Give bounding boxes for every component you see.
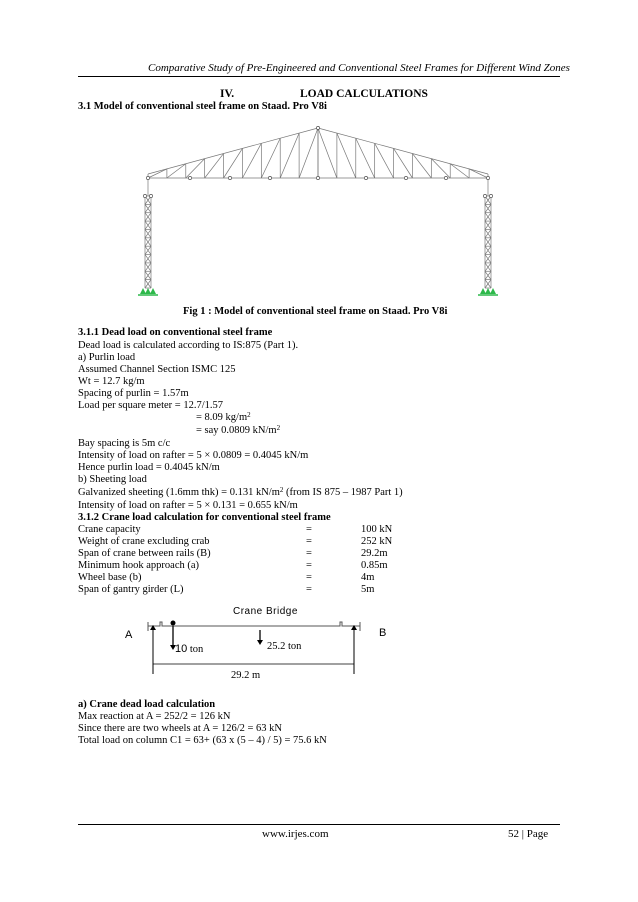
subsection-a-title: a) Crane dead load calculation [78,699,216,710]
text-line: Dead load is calculated according to IS:875 (Part 1). [78,340,299,351]
diagonal-web [375,143,394,178]
text-line: Max reaction at A = 252/2 = 126 kN [78,711,231,722]
crane-weight-label: 25.2 ton [267,641,302,652]
truss-node [444,176,447,179]
diagonal-web [337,133,356,178]
text-line: Bay spacing is 5m c/c [78,438,171,449]
truss-node [489,194,492,197]
text-line: Load per square meter = 12.7/1.57 [78,400,224,411]
truss-node [364,176,367,179]
truss-node [316,126,319,129]
crane-row: Span of gantry girder (L) = 5m [78,584,375,595]
text-line: Since there are two wheels at A = 126/2 = 63 kN [78,723,283,734]
fixed-support [480,288,486,294]
truss-node [486,176,489,179]
span-label: 29.2 m [231,670,261,681]
footer-rule [78,824,560,825]
diagonal-web [412,154,431,178]
text-line: Galvanized sheeting (1.6mm thk) = 0.131 $kN/m^2$ (from IS 875 – 1987 Part 1) [78,486,403,498]
rafter [148,128,318,174]
fixed-support [140,288,146,294]
subsection-3-1-2-title: 3.1.2 Crane load calculation for conventional steel frame [78,512,331,523]
crane-row: Wheel base (b) = 4m [78,572,375,583]
equation-line: = say 0.0809 $kN/m^2$ [196,424,281,436]
section-heading [220,88,428,100]
crane-row: Crane capacity = 100 kN [78,524,393,535]
section-number: IV. [220,88,235,100]
diagonal-web [356,138,375,178]
text-line: Hence purlin load = 0.4045 kN/m [78,462,220,473]
diagonal-web [299,128,318,178]
text-line: Intensity of load on rafter = 5 × 0.0809 = 0.4045 kN/m [78,450,309,461]
diagonal-web [261,138,280,178]
equation-line: = 8.09 $kg/m^2$ [196,411,251,423]
wheel-load-label: 10 ton [175,643,204,655]
truss-frame-figure [130,118,510,303]
rafter [318,128,488,174]
truss-node [146,176,149,179]
truss-node [316,176,319,179]
figure-1-caption: Fig 1 : Model of conventional steel frame on Staad. Pro V8i [183,306,448,317]
support-label-a: A [125,629,133,641]
crane-bridge-label: Crane Bridge [233,606,298,617]
text-line: Intensity of load on rafter = 5 × 0.131 = 0.655 kN/m [78,500,298,511]
crane-row: Minimum hook approach (a) = 0.85m [78,560,388,571]
text-line: b) Sheeting load [78,474,147,485]
diagonal-web [167,164,186,178]
diagonal-web [242,143,261,178]
crane-row: Weight of crane excluding crab = 252 kN [78,536,393,547]
text-line: Total load on column C1 = 63+ (63 x (5 – 4) / 5) = 75.6 kN [78,735,327,746]
text-line: Wt = 12.7 kg/m [78,376,145,387]
text-line: Spacing of purlin = 1.57m [78,388,189,399]
truss-node [188,176,191,179]
fixed-support [150,288,156,294]
subsection-3-1-title: 3.1 Model of conventional steel frame on Staad. Pro V8i [78,101,327,112]
support-label-b: B [379,627,387,639]
fixed-support [490,288,496,294]
fixed-support [145,288,151,294]
running-header: Comparative Study of Pre-Engineered and Conventional Steel Frames for Different Wind Zones [148,62,570,74]
truss-node [483,194,486,197]
header-rule [78,76,560,77]
fixed-support [485,288,491,294]
diagonal-web [450,164,469,178]
diagonal-web [280,133,299,178]
truss-node [404,176,407,179]
truss-node [143,194,146,197]
footer-page-number: 52 | Page [508,828,549,840]
footer-site: www.irjes.com [262,828,329,840]
section-title: LOAD CALCULATIONS [300,88,428,100]
truss-node [149,194,152,197]
diagonal-web [318,128,337,178]
text-line: Assumed Channel Section ISMC 125 [78,364,236,375]
subsection-3-1-1-title: 3.1.1 Dead load on conventional steel frame [78,327,273,338]
truss-node [268,176,271,179]
truss-node [228,176,231,179]
diagonal-web [205,154,224,178]
text-line: a) Purlin load [78,352,136,363]
crane-row: Span of crane between rails (B) = 29.2m [78,548,388,559]
